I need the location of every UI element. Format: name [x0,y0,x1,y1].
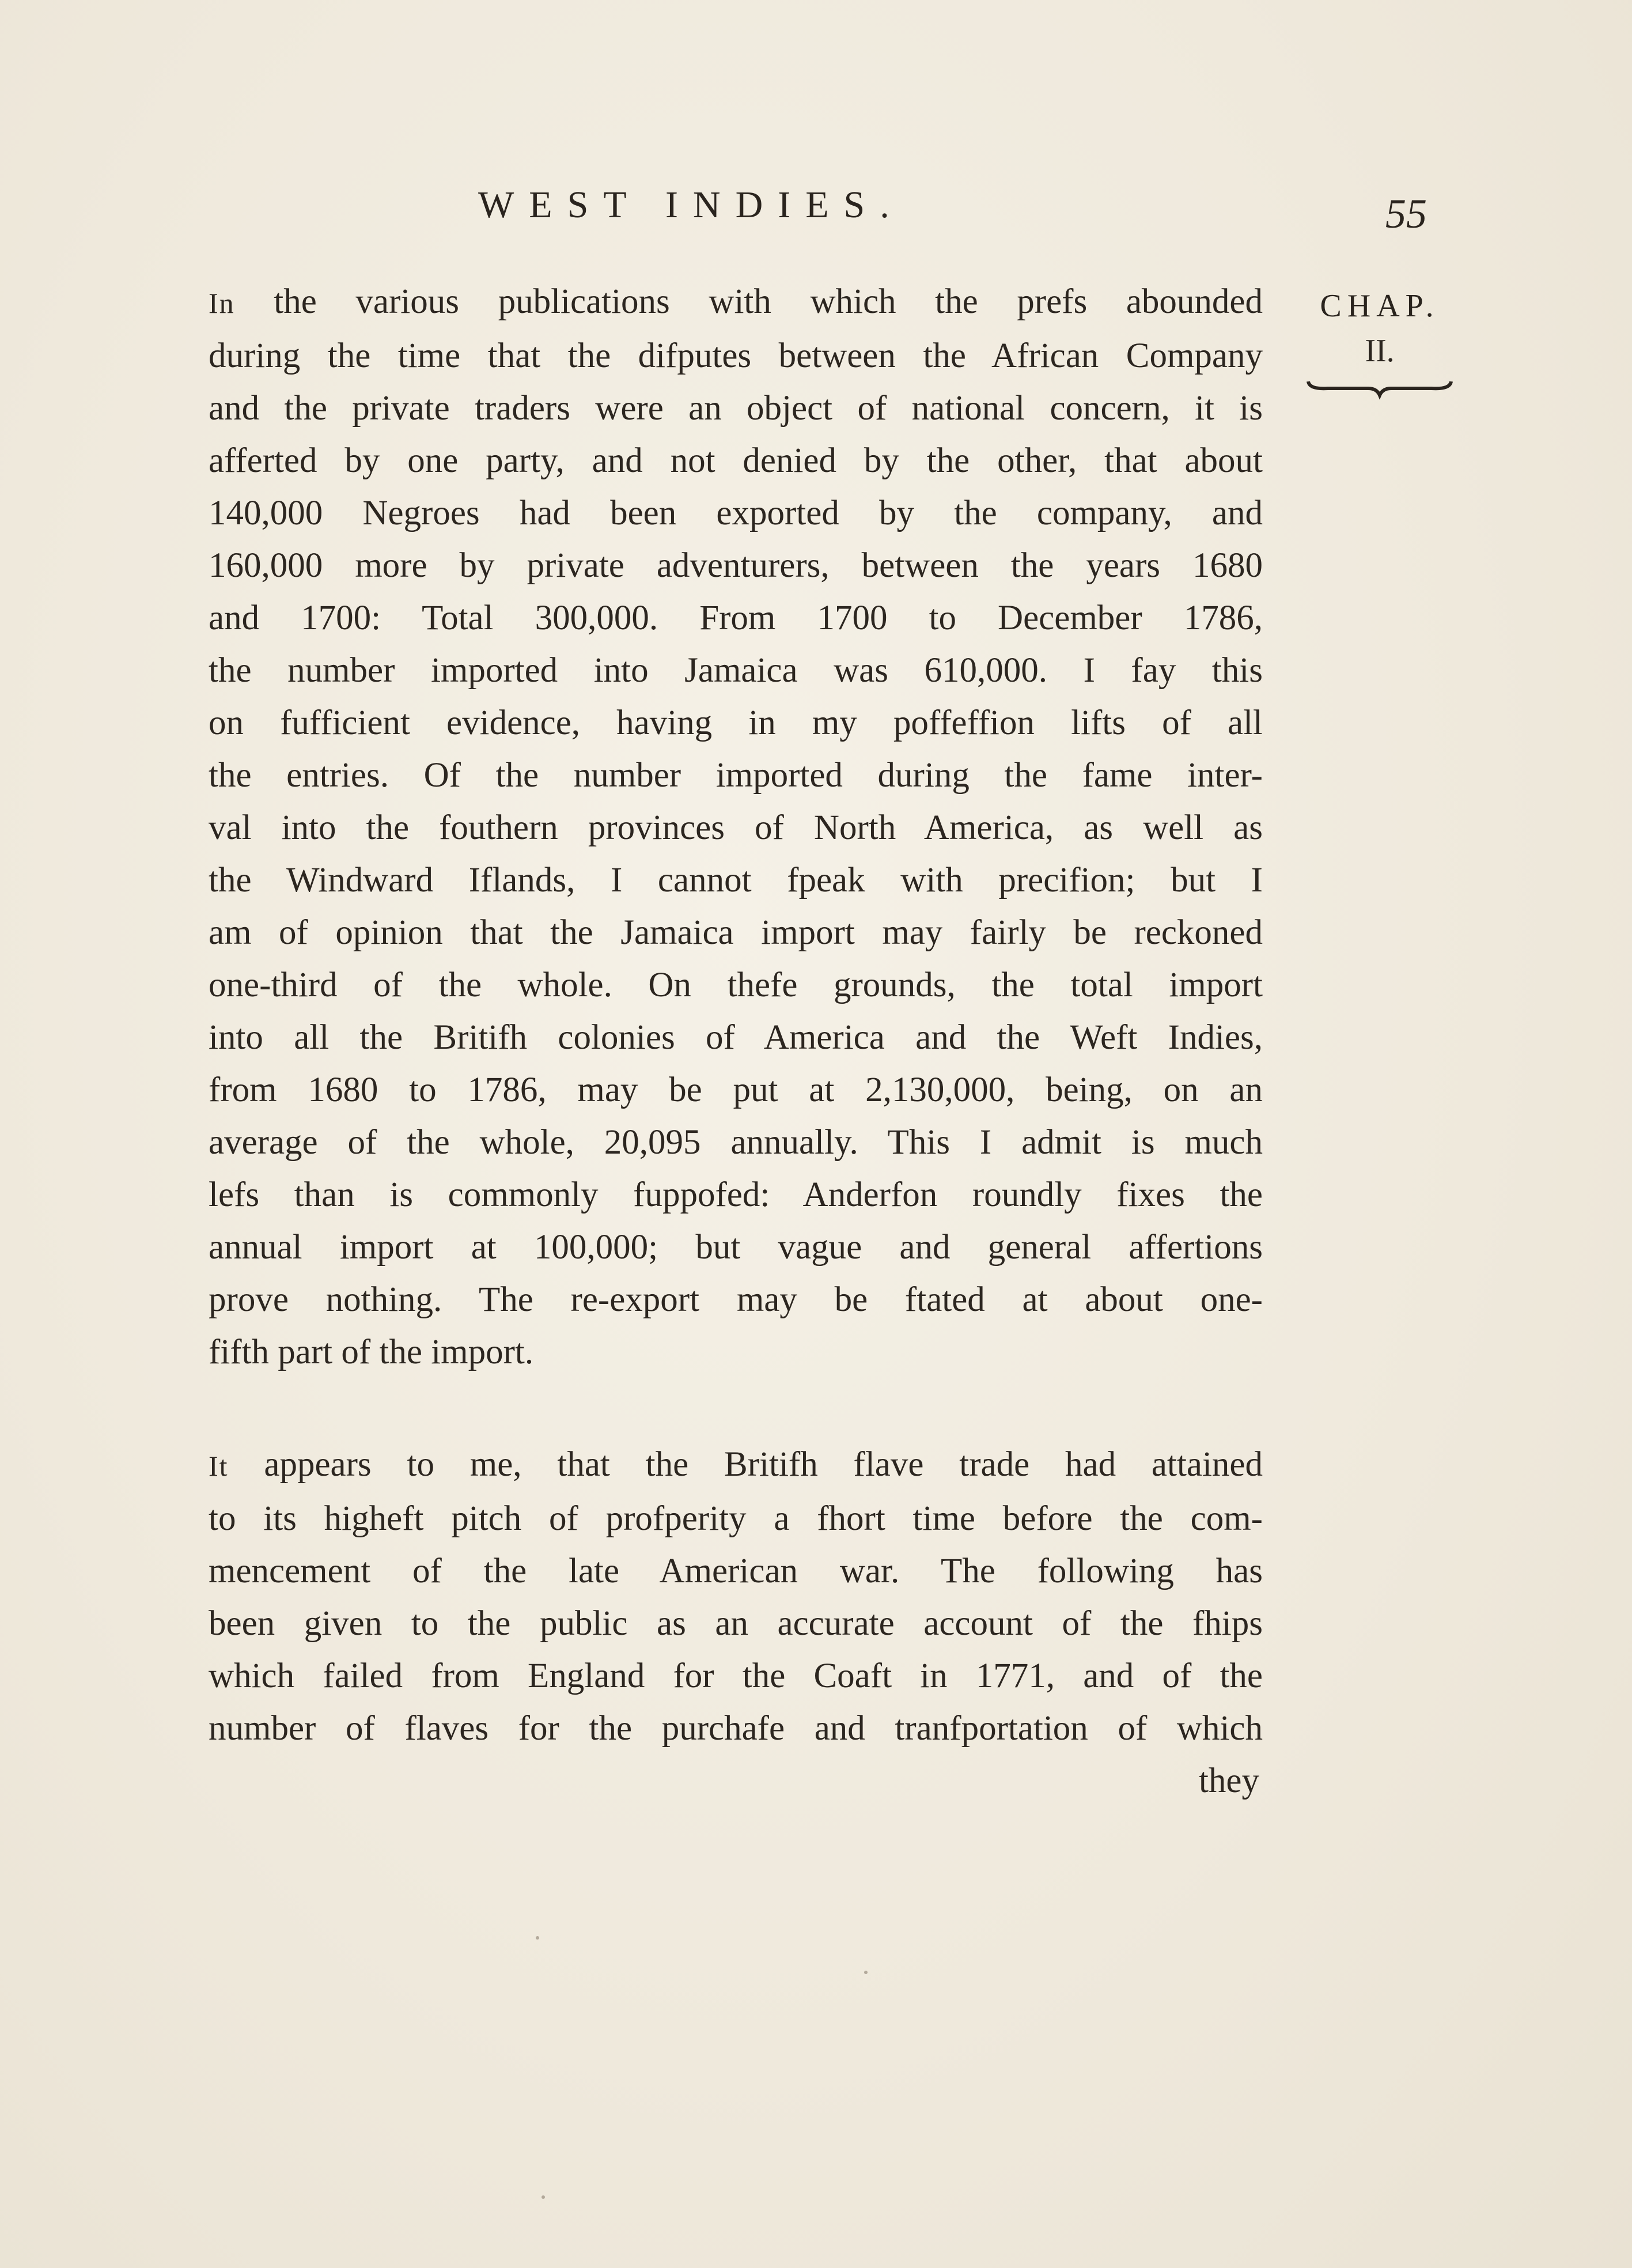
text-line: the Windward Iflands, I cannot fpeak with precifion; but I [209,861,1263,899]
text-line: am of opinion that the Jamaica import may fairly be reckoned [209,913,1263,952]
text-line: into all the Britifh colonies of America and the Weft Indies, [209,1018,1263,1057]
text-line: prove nothing. The re-export may be ftated at about one- [209,1280,1263,1319]
text-line: 140,000 Negroes had been exported by the company, and [209,494,1263,532]
text-line: one-third of the whole. On thefe grounds, the total import [209,966,1263,1004]
paper-speck [536,1936,539,1940]
chapter-label: CHAP. [1320,288,1440,324]
text-line: afferted by one party, and not denied by the other, that about [209,441,1263,480]
text-line: the entries. Of the number imported during the fame inter- [209,756,1263,795]
text-line: during the time that the difputes between the African Company [209,337,1263,375]
page-number: 55 [1385,191,1427,237]
text-line: val into the fouthern provinces of North America, as well as [209,808,1263,847]
chapter-margin-note [1299,281,1460,400]
paragraph-1 [209,275,1263,1378]
paragraph-2 [209,1438,1263,1755]
body-text [209,275,1263,1807]
text-line: mencement of the late American war. The following has [209,1552,1263,1590]
text-line: and the private traders were an object of national concern, it is [209,389,1263,428]
catchword: they [1198,1762,1259,1800]
paper-speck [864,1971,868,1974]
text-line: In the various publications with which the prefs abounded [209,282,1263,321]
text-line: to its higheft pitch of profperity a fhort time before the com- [209,1499,1263,1538]
text-line: been given to the public as an accurate account of the fhips [209,1604,1263,1643]
text-line: and 1700: Total 300,000. From 1700 to December 1786, [209,599,1263,637]
text-line: from 1680 to 1786, may be put at 2,130,000, being, on an [209,1071,1263,1109]
text-line: lefs than is commonly fuppofed: Anderfon roundly fixes the [209,1175,1263,1214]
chapter-number: II. [1365,333,1395,369]
text-line: It appears to me, that the Britifh flave trade had attained [209,1445,1263,1484]
paragraph-initial: In [209,287,235,319]
text-line: on fufficient evidence, having in my poffeffion lifts of all [209,704,1263,742]
text-line: which failed from England for the Coaft in 1771, and of the [209,1657,1263,1695]
text-line: fifth part of the import. [209,1333,534,1371]
text-line: number of flaves for the purchafe and tranfportation of which [209,1709,1263,1748]
text-line: annual import at 100,000; but vague and general affertions [209,1228,1263,1267]
text-line: the number imported into Jamaica was 610,000. I fay this [209,651,1263,690]
paragraph-initial: It [209,1450,229,1482]
text-line: 160,000 more by private adventurers, between the years 1680 [209,546,1263,585]
text-line: average of the whole, 20,095 annually. This I admit is much [209,1123,1263,1162]
running-title: WEST INDIES. [478,184,904,226]
paper-speck [542,2195,545,2199]
brace-ornament-icon [1305,377,1455,400]
